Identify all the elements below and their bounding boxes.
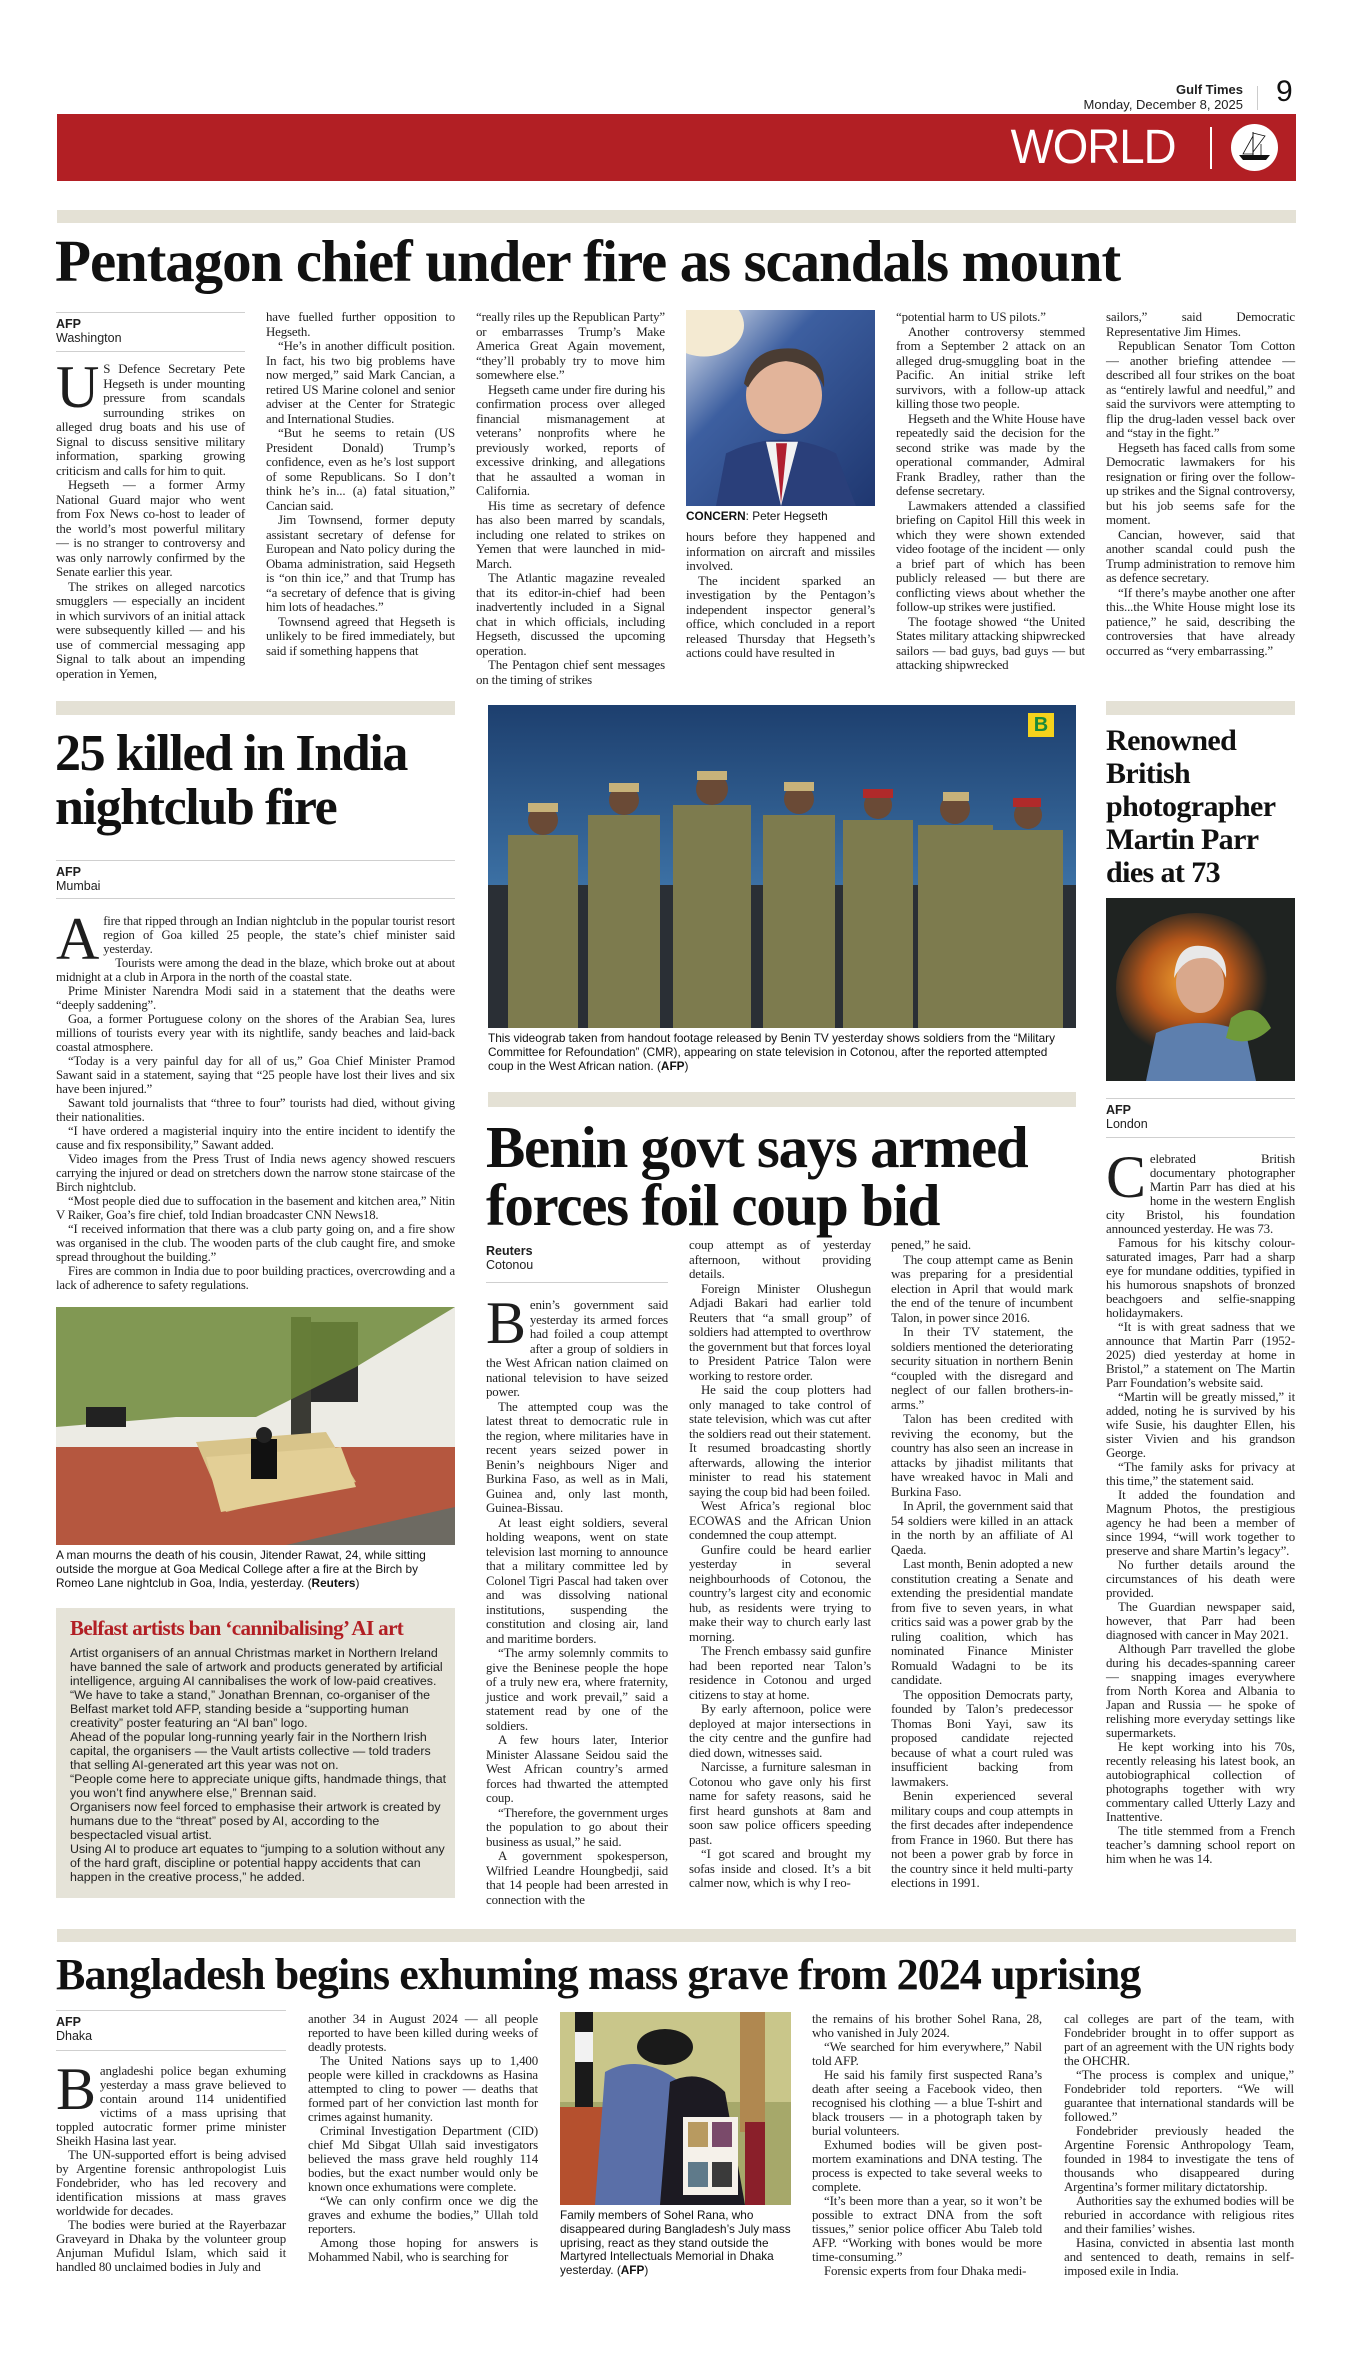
article-paragraph: “I received information that there was a club party going on, and a fire show was organised in the club. The wooden parts of the club caught fire, and smoke spread throughout the building.” bbox=[56, 1222, 455, 1264]
caption-text: Peter Hegseth bbox=[752, 509, 828, 523]
article-paragraph: Bangladeshi police began exhuming yesterday a mass grave believed to contain around 114 unidentified victims of a mass uprising that toppled autocratic former prime minister Sheikh Hasina last year. bbox=[56, 2056, 286, 2148]
article-paragraph: It added the foundation and Magnum Photos, the prestigious agency he had been a member of since 1994, “will work together to preserve and share Martin’s legacy”. bbox=[1106, 1488, 1295, 1558]
photo-hegseth bbox=[686, 310, 875, 506]
article-paragraph: Video images from the Press Trust of India news agency showed rescuers carrying the injured or dead on stretchers down the narrow stone staircase of the Birch nightclub. bbox=[56, 1152, 455, 1194]
article-paragraph: “He’s in another difficult position. In fact, his two big problems have now merged,” said Mark Cancian, a retired US Marine colonel and senior adviser at the Center for Strategic and International Studies. bbox=[266, 339, 455, 426]
article-paragraph: Another controversy stemmed from a September 2 attack on an alleged drug-smuggling boat in the Pacific. An initial strike left survivors, with a follow-up attack killing those two people. bbox=[896, 324, 1085, 411]
article-paragraph: have fuelled further opposition to Hegseth. bbox=[266, 310, 455, 339]
article-paragraph: Authorities say the exhumed bodies will be reburied in accordance with religious rites and their families’ wishes. bbox=[1064, 2194, 1294, 2236]
headline-benin: Benin govt says armed forces foil coup bid bbox=[486, 1114, 1028, 1238]
article-paragraph: The bodies were buried at the Rayerbazar Graveyard in Dhaka by the volunteer group Anjuman Mufidul Islam, which said it handled 80 unclaimed bodies in July and bbox=[56, 2218, 286, 2274]
article-paragraph: West Africa’s regional bloc ECOWAS and the African Union condemned the coup attempt. bbox=[689, 1499, 871, 1542]
article-paragraph: sailors,” said Democratic Representative Jim Himes. bbox=[1106, 310, 1295, 339]
article-paragraph: “We searched for him everywhere,” Nabil told AFP. bbox=[812, 2040, 1042, 2068]
article-paragraph: “If there’s maybe another one after this...the White House might lose its patience,” he said, describing the controversies that have already occurred as “very embarrassing.” bbox=[1106, 585, 1295, 658]
article-paragraph: Talon has been credited with reviving the economy, but the country has also seen an increase in attacks by jihadist militants that have wreaked havoc in Mali and Burkina Faso. bbox=[891, 1412, 1073, 1499]
article-paragraph: Benin’s government said yesterday its armed forces had foiled a coup attempt after a group of soldiers in the West African nation claimed on national television to have seized power. bbox=[486, 1290, 668, 1399]
byline-location: London bbox=[1106, 1117, 1148, 1131]
article-paragraph: By early afternoon, police were deployed at major intersections in the city centre and the gunfire had died down, witnesses said. bbox=[689, 1702, 871, 1760]
article-paragraph: The attempted coup was the latest threat to democratic rule in the region, where militaries have in recent years seized power in Benin’s neighbours Niger and Burkina Faso, as well as in Mali, Guinea and, only last month, Guinea-Bissau. bbox=[486, 1399, 668, 1515]
article-paragraph: He kept working into his 70s, recently releasing his latest book, an autobiographical collection of photographs together with wry commentary called Utterly Lazy and Inattentive. bbox=[1106, 1740, 1295, 1824]
article-paragraph: cal colleges are part of the team, with Fondebrider brought in to offer support as part of an agreement with the UN rights body the OHCHR. bbox=[1064, 2012, 1294, 2068]
article-column bbox=[476, 310, 665, 687]
article-paragraph: The Guardian newspaper said, however, that Parr had been diagnosed with cancer in May 2021. bbox=[1106, 1600, 1295, 1642]
article-paragraph: A few hours later, Interior Minister Alassane Seidou said the West African country’s armed forces had thwarted the attempted coup. bbox=[486, 1733, 668, 1805]
article-paragraph: Tourists were among the dead in the blaze, which broke out at about midnight at a club in Arpora in the north of the coastal state. bbox=[56, 956, 455, 984]
caption-credit: ( Reuters ) bbox=[308, 1576, 360, 1590]
caption-label: CONCERN bbox=[686, 509, 746, 523]
article-paragraph: hours before they happened and information on aircraft and missiles involved. bbox=[686, 530, 875, 573]
article-paragraph: “really riles up the Republican Party” or embarrasses Trump’s Make America Great Again movement, “they’ll probably try to move him somewhere else.” bbox=[476, 310, 665, 382]
headline-hegseth: Pentagon chief under fire as scandals mount bbox=[55, 228, 1121, 294]
article-paragraph: “The process is complex and unique,” Fondebrider told reporters. “We will guarantee that international standards will be followed.” bbox=[1064, 2068, 1294, 2124]
section-banner bbox=[57, 114, 1296, 181]
photo-caption-india bbox=[56, 1549, 455, 1590]
caption-text: This videograb taken from handout footage released by Benin TV yesterday shows soldiers from the “Military Committee for Refoundation” (CMR), appearing on state television in Cotonou, after the reported attempted coup in the West African nation. bbox=[488, 1031, 1055, 1073]
section-title: WORLD bbox=[1011, 121, 1176, 174]
article-paragraph: A government spokesperson, Wilfried Leandre Houngbedji, said that 14 people had been arrested in connection with the bbox=[486, 1849, 668, 1907]
section-rule bbox=[1106, 701, 1295, 715]
article-paragraph: The Atlantic magazine revealed that its editor-in-chief had been inadvertently included in a Signal chat in which officials, including Hegseth, discussed the upcoming operation. bbox=[476, 571, 665, 658]
caption-text: Family members of Sohel Rana, who disappeared during Bangladesh’s July mass uprising, react as they stand outside the Martyred Intellectuals Memorial in Dhaka yesterday. bbox=[560, 2208, 791, 2278]
byline-location: Dhaka bbox=[56, 2029, 93, 2043]
article-paragraph: His time as secretary of defence has also been marred by scandals, including one related to strikes on Yemen that were launched in mid-March. bbox=[476, 498, 665, 571]
article-paragraph: “It is with great sadness that we announce that Martin Parr (1952-2025) died yesterday at home in Bristol,” a statement on The Martin Parr Foundation’s website said. bbox=[1106, 1320, 1295, 1390]
byline-location: Mumbai bbox=[56, 879, 101, 893]
article-paragraph: The Pentagon chief sent messages on the timing of strikes bbox=[476, 658, 665, 687]
article-paragraph: The title stemmed from a French teacher’s damning school report on him when he was 14. bbox=[1106, 1824, 1295, 1866]
box-paragraph: “We have to take a stand,” Jonathan Brennan, co-organiser of the Belfast market told AFP, standing beside a “supporting human creativity” poster featuring an “AI ban” logo. bbox=[70, 1688, 431, 1730]
article-paragraph: “Most people died due to suffocation in the basement and kitchen area,” Nitin V Raiker, Goa’s fire chief, told Indian broadcaster CNN News18. bbox=[56, 1194, 455, 1222]
article-paragraph: pened,” he said. bbox=[891, 1238, 971, 1252]
box-paragraph: “People come here to appreciate unique gifts, handmade things, that you won’t find anywhere else,” Brennan said. bbox=[70, 1772, 447, 1800]
article-paragraph: “Martin will be greatly missed,” it added, noting he is survived by his wife Susie, his daughter Ellen, his sister Vivien and his grandson George. bbox=[1106, 1390, 1295, 1460]
article-paragraph: “It’s been more than a year, so it won’t be possible to extract DNA from the soft tissues,” senior police officer Abu Taleb told AFP. “Working with bones would be more time-consuming.” bbox=[812, 2194, 1042, 2264]
article-column bbox=[891, 1238, 1073, 1891]
article-paragraph: Cancian, however, said that another scandal could push the Trump administration to remove him as defence secretary. bbox=[1106, 527, 1295, 585]
article-paragraph: The UN-supported effort is being advised by Argentine forensic anthropologist Luis Fondebrider, who has led recovery and identification missions at mass graves worldwide for decades. bbox=[56, 2148, 286, 2218]
article-paragraph: Hasina, convicted in absentia last month and sentenced to death, remains in self-imposed exile in India. bbox=[1064, 2236, 1294, 2278]
article-column bbox=[308, 2012, 538, 2264]
article-paragraph: Jim Townsend, former deputy assistant secretary of defense for European and Nato policy during the Obama administration, said Hegseth is “on thin ice,” and that Trump has “a secretary of defence that is giving him lots of headaches.” bbox=[266, 513, 455, 614]
section-rule bbox=[488, 1092, 1076, 1107]
article-paragraph: Narcisse, a furniture salesman in Cotonou who gave only his first name for safety reasons, said he first heard gunshots at 8am and soon saw police officers speeding past. bbox=[689, 1760, 871, 1847]
article-paragraph: “I got scared and brought my sofas inside and closed. It’s a bit calmer now, which is why I reo- bbox=[689, 1847, 871, 1890]
article-paragraph: Afire that ripped through an Indian nightclub in the popular tourist resort region of Goa killed 25 people, the state’s chief minister said yesterday. bbox=[56, 906, 455, 972]
article-paragraph: Hegseth — a former Army National Guard major who went from Fox News co-host to leader of the world’s most powerful military — is no stranger to controversy and was only narrowly confirmed by the Senate earlier this year. bbox=[56, 478, 245, 579]
article-paragraph: “potential harm to US pilots.” bbox=[896, 310, 1046, 324]
article-paragraph: the remains of his brother Sohel Rana, 28, who vanished in July 2024. bbox=[812, 2012, 1042, 2040]
byline-agency: AFP bbox=[56, 865, 81, 879]
box-paragraph: Organisers now feel forced to emphasise their artwork is created by humans due to the “threat” posed by AI, according to the bespectacled visual artist. bbox=[70, 1800, 441, 1842]
article-paragraph: The United Nations says up to 1,400 people were killed in crackdowns as Hasina attempted to cling to power — deaths that formed part of her conviction last month for crimes against humanity. bbox=[308, 2054, 538, 2124]
byline-benin bbox=[486, 1240, 668, 1283]
photo-goa-morgue bbox=[56, 1307, 455, 1545]
box-headline: Belfast artists ban ‘cannibalising’ AI art bbox=[70, 1616, 404, 1640]
article-paragraph: “But he seems to retain (US President Donald) Trump’s confidence, even as he’s lost support of some Republicans. So I don’t think he’s in... (a) fatal situation,” Cancian said. bbox=[266, 426, 455, 513]
byline-agency: Reuters bbox=[486, 1244, 533, 1258]
article-paragraph: Townsend agreed that Hegseth is unlikely to be fired immediately, but said if something happens that bbox=[266, 614, 455, 658]
section-rule bbox=[57, 210, 1296, 223]
article-paragraph: Hegseth came under fire during his confirmation process over alleged financial mismanagement at veterans’ nonprofits where he previously worked, reports of excessive drinking, and allegations that he assaulted a woman in California. bbox=[476, 382, 665, 498]
article-column bbox=[1106, 1144, 1295, 1866]
article-paragraph: The French embassy said gunfire had been reported near Talon’s residence in Cotonou and urged citizens to stay at home. bbox=[689, 1644, 871, 1702]
caption-credit: ( AFP ) bbox=[617, 2263, 648, 2277]
article-paragraph: Celebrated British documentary photographer Martin Parr has died at his home in the western English city Bristol, his foundation announced yesterday. He was 73. bbox=[1106, 1144, 1295, 1236]
benin-tv-logo: B bbox=[1028, 713, 1054, 737]
article-paragraph: Among those hoping for answers is Mohammed Nabil, who is searching for bbox=[308, 2236, 538, 2264]
article-paragraph: “We can only confirm once we dig the graves and exhume the bodies,” Ullah told reporters. bbox=[308, 2194, 538, 2236]
article-column bbox=[486, 1290, 668, 1907]
photo-benin-soldiers bbox=[488, 705, 1076, 1028]
article-column bbox=[689, 1238, 871, 1891]
dhow-ship-icon bbox=[1231, 124, 1278, 171]
byline-location: Washington bbox=[56, 331, 122, 345]
paper-name: Gulf Times bbox=[1176, 82, 1243, 97]
article-paragraph: In their TV statement, the soldiers mentioned the deteriorating security situation in northern Benin “coupled with the disregard and neglect of our fallen brothers-in-arms.” bbox=[891, 1325, 1073, 1412]
article-paragraph: “The family asks for privacy at this time,” the statement said. bbox=[1106, 1460, 1295, 1488]
article-paragraph: In April, the government said that 54 soldiers were killed in an attack in the north by an affiliate of Al Qaeda. bbox=[891, 1499, 1073, 1557]
article-paragraph: Fires are common in India due to poor building practices, overcrowding and a lack of adherence to safety regulations. bbox=[56, 1264, 455, 1292]
article-paragraph: Gunfire could be heard earlier yesterday in several neighbourhoods of Cotonou, the country’s largest city and economic hub, as residents were trying to make their way to church early last morning. bbox=[689, 1542, 871, 1644]
byline-agency: AFP bbox=[1106, 1103, 1131, 1117]
article-paragraph: US Defence Secretary Pete Hegseth is under mounting pressure from scandals surrounding strikes on alleged drug boats and his use of Signal to discuss sensitive military information, sparking growing criticism and calls for him to quit. bbox=[56, 354, 245, 478]
article-paragraph: “The army solemnly commits to give the Beninese people the hope of a truly new era, where fraternity, justice and work prevail,” said a statement read by one of the soldiers. bbox=[486, 1646, 668, 1733]
article-column bbox=[686, 530, 875, 661]
article-paragraph: “Today is a very painful day for all of us,” Goa Chief Minister Pramod Sawant said in a statement, saying that “25 people have lost their lives and six have been injured.” bbox=[56, 1054, 455, 1096]
article-paragraph: Hegseth and the White House have repeatedly said the decision for the second strike was made by the operational commander, Admiral Frank Bradley, rather than the defense secretary. bbox=[896, 411, 1085, 498]
article-paragraph: At least eight soldiers, several holding weapons, went on state television last morning to announce that a military committee led by Colonel Tigri Pascal had taken over and was dissolving national institutions, suspending the constitution and closing air, land and maritime borders. bbox=[486, 1515, 668, 1646]
sidebar-box-belfast bbox=[56, 1608, 455, 1898]
article-paragraph: Exhumed bodies will be given post-mortem examinations and DNA testing. The process is expected to take several weeks to complete. bbox=[812, 2138, 1042, 2194]
byline-hegseth bbox=[56, 312, 245, 352]
caption-text: A man mourns the death of his cousin, Jitender Rawat, 24, while sitting outside the morgue at Goa Medical College after a fire at the Birch by Romeo Lane nightclub in Goa, India, yesterday. bbox=[56, 1548, 426, 1590]
article-paragraph: The incident sparked an investigation by the Pentagon’s independent inspector general’s office, which concluded in a report released Thursday that Hegseth’s actions could have resulted in bbox=[686, 573, 875, 660]
photo-caption-hegseth: CONCERN: Peter Hegseth bbox=[686, 509, 828, 523]
section-rule bbox=[57, 1929, 1296, 1942]
issue-date: Monday, December 8, 2025 bbox=[1083, 97, 1243, 112]
section-divider bbox=[1210, 127, 1212, 169]
article-column bbox=[1064, 2012, 1294, 2278]
byline-bangladesh bbox=[56, 2010, 286, 2051]
article-paragraph: Famous for his kitschy colour-saturated images, Parr had a sharp eye for mundane oddities, typified in his humorous snapshots of bronzed beachgoers and selfie-snapping holidaymakers. bbox=[1106, 1236, 1295, 1320]
article-paragraph: Benin experienced several military coups and coup attempts in the first decades after independence from France in 1960. But there has not been a power grab by force in the country since it held multi-party elections in 1991. bbox=[891, 1789, 1073, 1890]
headline-bangladesh: Bangladesh begins exhuming mass grave from 2024 uprising bbox=[56, 1950, 1141, 1999]
byline-agency: AFP bbox=[56, 2015, 81, 2029]
article-paragraph: Fondebrider previously headed the Argentine Forensic Anthropology Team, founded in 1984 to investigate the tens of thousands who disappeared during Argentina’s former military dictatorship. bbox=[1064, 2124, 1294, 2194]
article-paragraph: The footage showed “the United States military attacking shipwrecked sailors — bad guys, bad guys — but attacking shipwrecked bbox=[896, 614, 1085, 672]
article-paragraph: “Therefore, the government urges the population to go about their business as usual,” he said. bbox=[486, 1805, 668, 1849]
byline-india bbox=[56, 860, 455, 899]
article-paragraph: The opposition Democrats party, founded by Talon’s predecessor Thomas Boni Yayi, saw its proposed candidate rejected because of what a court ruled was insufficient backing from lawmakers. bbox=[891, 1687, 1073, 1789]
article-column bbox=[266, 310, 455, 658]
article-paragraph: Republican Senator Tom Cotton — another briefing attendee — described all four strikes on the boat as “entirely lawful and needful,” and said the survivors were attempting to flip the drug-laden vessel back over and “stay in the fight.” bbox=[1106, 339, 1295, 440]
article-paragraph: Prime Minister Narendra Modi said in a statement that the deaths were “deeply saddening”. bbox=[56, 984, 455, 1012]
box-body bbox=[70, 1646, 447, 1884]
article-column bbox=[812, 2012, 1042, 2278]
article-paragraph: Last month, Benin adopted a new constitution creating a Senate and extending the presidential mandate from five to seven years, in what critics said was a power grab by the ruling coalition, which has nominated Finance Minister Romuald Wadagni to be its candidate. bbox=[891, 1557, 1073, 1687]
byline-agency: AFP bbox=[56, 317, 81, 331]
masthead-info bbox=[1000, 82, 1243, 112]
photo-caption-bangladesh bbox=[560, 2209, 791, 2278]
article-column bbox=[1106, 310, 1295, 658]
article-paragraph: Criminal Investigation Department (CID) chief Md Sibgat Ullah said investigators believed the mass grave held roughly 114 bodies, but the exact number would only be known once exhumations were complete. bbox=[308, 2124, 538, 2194]
headline-india: 25 killed in India nightclub fire bbox=[55, 725, 407, 836]
article-paragraph: coup attempt as of yesterday afternoon, without providing details. bbox=[689, 1238, 871, 1281]
article-paragraph: Lawmakers attended a classified briefing on Capitol Hill this week in which they were shown extended video footage of the incident — only a brief part of which has been publicly released — but there are conflicting views about whether the follow-up strikes were justified. bbox=[896, 498, 1085, 614]
photo-sohel-rana-family bbox=[560, 2012, 791, 2205]
article-paragraph: “I have ordered a magisterial inquiry into the entire incident to identify the cause and fix responsibility,” Sawant added. bbox=[56, 1124, 455, 1152]
article-paragraph: The strikes on alleged narcotics smugglers — especially an incident in which survivors of an initial attack were subsequently killed — and his use of commercial messaging app Signal to talk about an impending operation in Yemen, bbox=[56, 579, 245, 681]
masthead-divider bbox=[1257, 86, 1258, 110]
article-paragraph: No further details around the circumstances of his death were provided. bbox=[1106, 1558, 1295, 1600]
article-column bbox=[56, 2056, 286, 2274]
photo-caption-benin bbox=[488, 1032, 1076, 1073]
article-column bbox=[56, 906, 455, 1292]
article-column bbox=[56, 354, 245, 681]
box-paragraph: Using AI to produce art equates to “jumping to a solution without any of the hard graft, discipline or potential happy accidents that can happen in the creative process,” he added. bbox=[70, 1842, 445, 1884]
article-paragraph: Hegseth has faced calls from some Democratic lawmakers for his resignation or firing over the follow-up strikes and the Signal controversy, but his job seems safe for the moment. bbox=[1106, 440, 1295, 527]
article-paragraph: He said his family first suspected Rana’s death after seeing a Facebook video, then recognised his clothing — a blue T-shirt and black trousers — in a photograph taken by burial volunteers. bbox=[812, 2068, 1042, 2138]
article-column bbox=[896, 310, 1085, 673]
article-paragraph: Forensic experts from four Dhaka medi- bbox=[824, 2264, 1027, 2278]
byline-parr bbox=[1106, 1098, 1295, 1138]
article-paragraph: Sawant told journalists that “three to four” tourists had died, without giving their nationalities. bbox=[56, 1096, 455, 1124]
article-paragraph: Foreign Minister Olushegun Adjadi Bakari had earlier told Reuters that “a small group” of soldiers had attempted to overthrow the government but that forces loyal to President Patrice Talon were working to restore order. bbox=[689, 1281, 871, 1383]
box-paragraph: Ahead of the popular long-running yearly fair in the Northern Irish capital, the organisers — the Vault artists collective — told traders that selling AI-generated art this year was not on. bbox=[70, 1730, 431, 1772]
page-number: 9 bbox=[1276, 75, 1293, 108]
article-paragraph: The coup attempt came as Benin was preparing for a presidential election in April that would mark the end of the tenure of incumbent Talon, in power since 2016. bbox=[891, 1252, 1073, 1325]
box-paragraph: Artist organisers of an annual Christmas market in Northern Ireland have banned the sale of artwork and products generated by artificial intelligence, arguing AI cannibalises the work of low-paid creatives. bbox=[70, 1646, 443, 1688]
caption-credit: ( AFP ) bbox=[657, 1059, 688, 1073]
article-paragraph: another 34 in August 2024 — all people reported to have been killed during weeks of deadly protests. bbox=[308, 2012, 538, 2054]
photo-martin-parr bbox=[1106, 898, 1295, 1081]
byline-location: Cotonou bbox=[486, 1258, 534, 1272]
headline-parr: Renowned British photographer Martin Parr dies at 73 bbox=[1106, 724, 1275, 889]
article-paragraph: Goa, a former Portuguese colony on the shores of the Arabian Sea, lures millions of tourists every year with its nightlife, sandy beaches and laid-back coastal atmosphere. bbox=[56, 1012, 455, 1054]
article-paragraph: He said the coup plotters had only managed to take control of state television, which was cut after the soldiers read out their statement. It resumed broadcasting shortly afterwards, allowing the interior minister to read his statement saying the coup bid had been foiled. bbox=[689, 1383, 871, 1499]
section-rule bbox=[56, 701, 455, 715]
article-paragraph: Although Parr travelled the globe during his decades-spanning career — snapping images everywhere from North Korea and Albania to Japan and Russia — he spoke of relishing more everyday settings like supermarkets. bbox=[1106, 1642, 1295, 1740]
